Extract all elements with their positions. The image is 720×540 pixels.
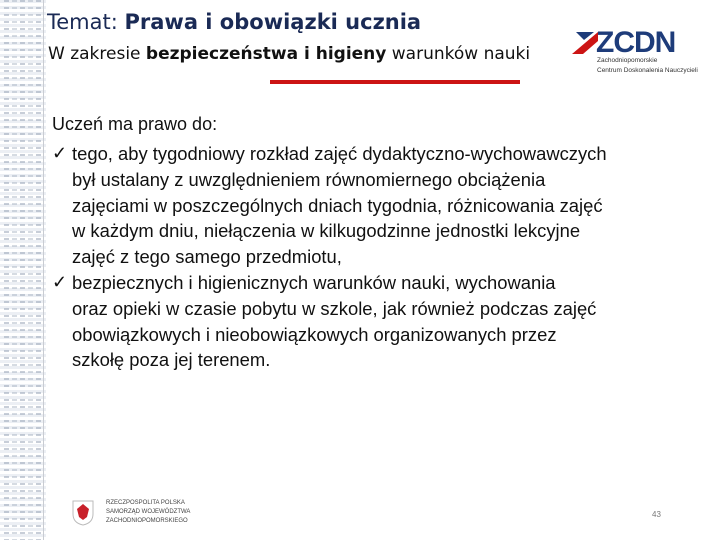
title-prefix: Temat: [47,10,125,34]
handwriting-texture [20,0,25,540]
logo-wordmark: ZCDN [596,26,676,59]
footer-line3: ZACHODNIOPOMORSKIEGO [106,518,188,524]
title-bold: Prawa i obowiązki ucznia [124,10,422,34]
zcdn-mark-icon [572,32,598,54]
zcdn-logo [572,26,712,78]
checkmark-icon: ✓ [52,271,68,292]
handwriting-texture [4,0,9,540]
item-line: obowiązkowych i nieobowiązkowych organizowanych przez [72,323,557,345]
list-item [52,141,717,270]
item-line: tego, aby tygodniowy rozkład zajęć dydaktyczno-wychowawczych [72,143,607,164]
subtitle-pre: W zakresie [48,44,146,64]
footer-line1: RZECZPOSPOLITA POLSKA [106,500,185,506]
item-line: bezpiecznych i higienicznych warunków nauki, wychowania [72,271,556,293]
subtitle-bold: bezpieczeństwa i higieny [145,44,387,64]
handwriting-texture [12,0,17,540]
item-line: oraz opieki w czasie pobytu w szkole, jak również podczas zajęć [72,297,597,319]
subtitle-post: warunków nauki [386,44,531,64]
logo-line1: Zachodniopomorskie [597,57,658,64]
left-decorative-strip [0,0,46,540]
slide-title [47,10,421,34]
item-line: był ustalany z uwzględnieniem równomiernego obciążenia [72,168,546,190]
item-line: w każdym dniu, niełączenia w kilkugodzinne jednostki lekcyjne [72,220,581,242]
footer-logo [72,500,232,530]
strip-divider [43,0,44,540]
coat-of-arms-icon [72,500,94,526]
list-item [52,270,717,373]
item-line: zajęciami w poszczególnych dniach tygodnia, różnicowania zajęć [72,194,603,216]
item-line: zajęć z tego samego przedmiotu, [72,246,342,268]
item-line: szkołę poza jej terenem. [72,349,271,371]
page-number: 43 [652,510,661,519]
slide-content [52,114,717,373]
lead-text: Uczeń ma prawo do: [52,114,218,134]
slide-subtitle [48,44,530,64]
handwriting-texture [36,0,41,540]
footer-line2: SAMORZĄD WOJEWÓDZTWA [106,509,191,515]
handwriting-texture [28,0,33,540]
logo-line2: Centrum Doskonalenia Nauczycieli [597,67,698,74]
title-underline [270,80,520,84]
checkmark-icon: ✓ [52,143,68,163]
